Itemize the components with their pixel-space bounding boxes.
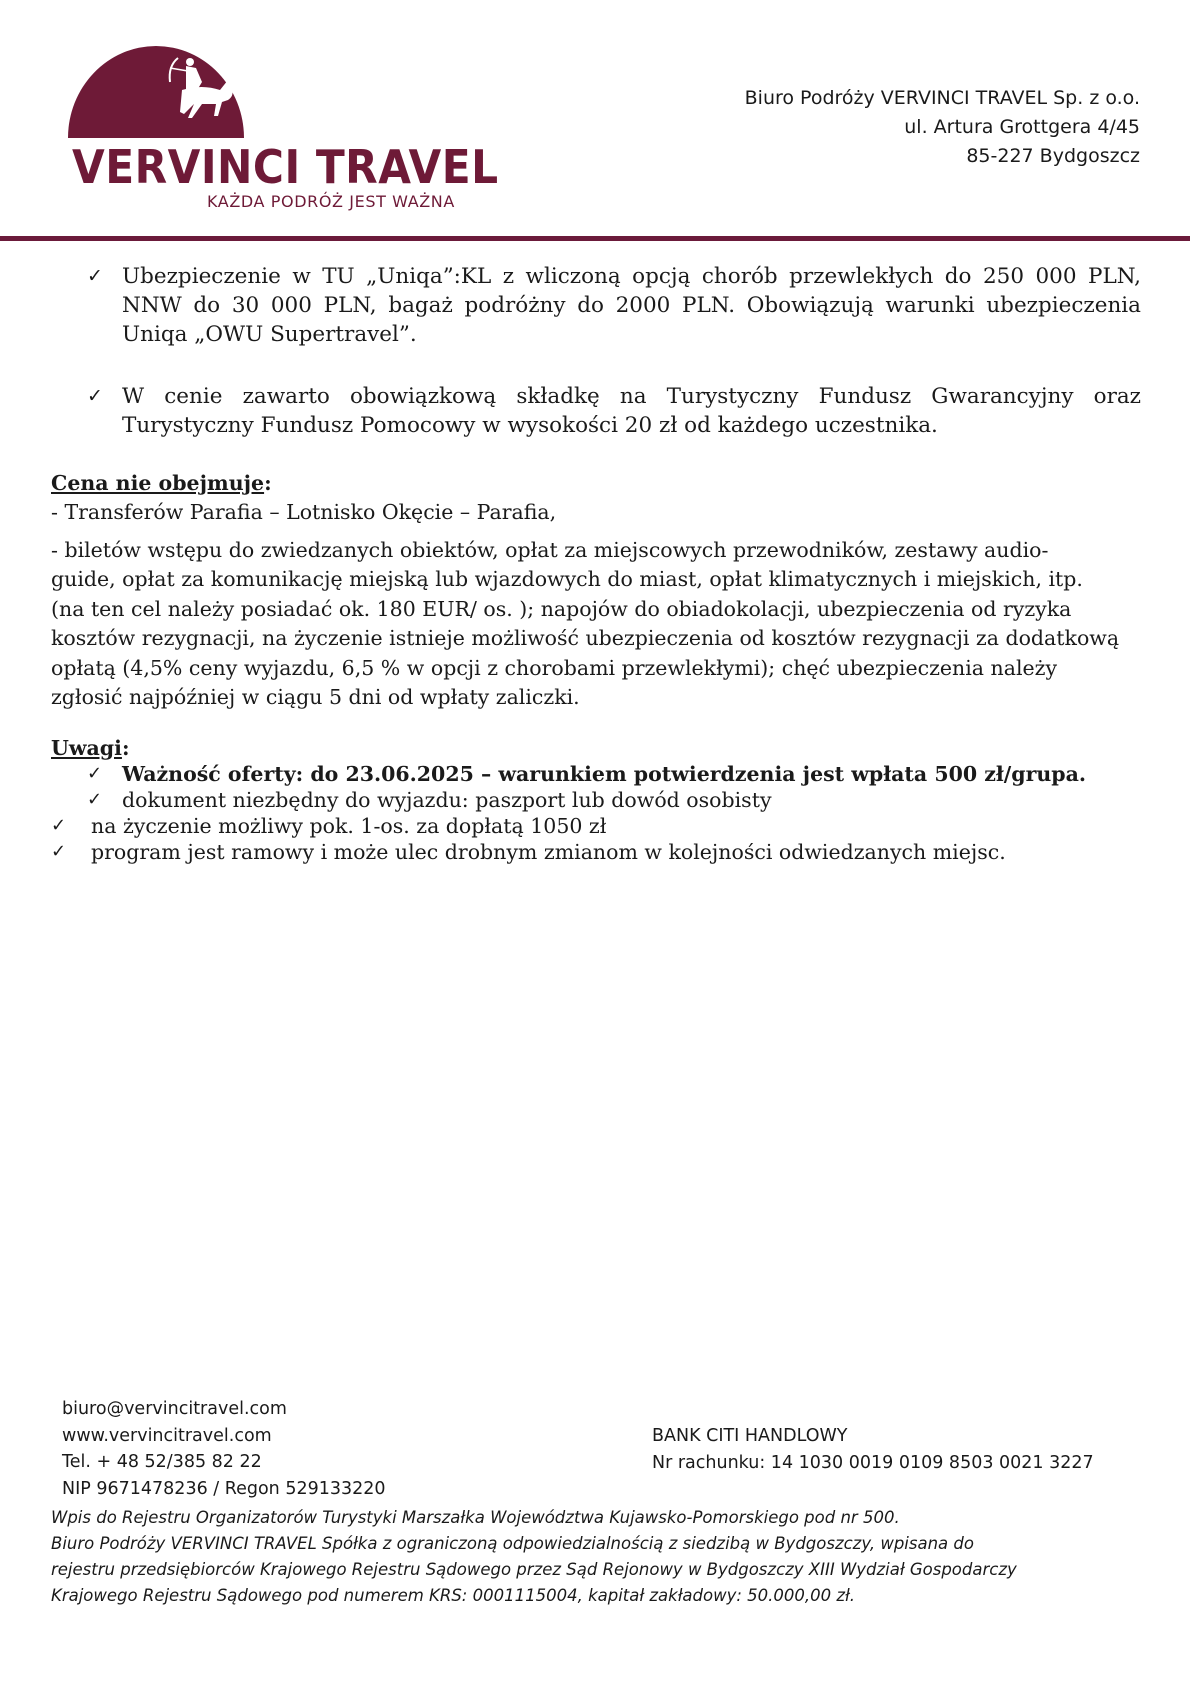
legal-line: Krajowego Rejestru Sądowego pod numerem KRS: 0001115004, kapitał zakładowy: 50.000,00 zł. — [51, 1586, 856, 1605]
included-item-text: Ubezpieczenie w TU „Uniqa”:KL z wliczoną opcją chorób przewlekłych do 250 000 PLN, NNW do 30 000 PLN, bagaż podróżny do 2000 PLN. Obowiązują warunki ubezpieczenia Uniqa „OWU Supertravel”. — [122, 264, 1141, 347]
company-street: ul. Artura Grottgera 4/45 — [904, 116, 1140, 138]
included-item-text: W cenie zawarto obowiązkową składkę na Turystyczny Fundusz Gwarancyjny oraz Turystyczny Fundusz Pomocowy w wysokości 20 zł od każdego uczestnika. — [122, 384, 1141, 438]
included-item — [51, 262, 1141, 349]
logo-wordmark: VERVINCI TRAVEL — [72, 140, 499, 194]
notes-heading: Uwagi: — [51, 735, 130, 760]
company-name: Biuro Podróży VERVINCI TRAVEL Sp. z o.o. — [744, 87, 1140, 109]
checkmark-icon: ✓ — [51, 814, 67, 836]
footer-legal-notice — [51, 1505, 1171, 1609]
note-item — [51, 761, 1141, 787]
checkmark-icon: ✓ — [87, 385, 103, 407]
included-item — [51, 382, 1141, 440]
note-text: Ważność oferty: do 23.06.2025 – warunkiem potwierdzenia jest wpłata 500 zł/grupa. — [122, 761, 1087, 786]
footer-bank — [652, 1423, 1094, 1476]
checkmark-icon: ✓ — [87, 762, 103, 784]
note-text: program jest ramowy i może ulec drobnym zmianom w kolejności odwiedzanych miejsc. — [91, 839, 1006, 864]
excluded-item: - Transferów Parafia – Lotnisko Okęcie – Parafia, — [51, 500, 557, 524]
company-address — [745, 84, 1140, 171]
checkmark-icon: ✓ — [87, 788, 103, 810]
checkmark-icon: ✓ — [87, 265, 103, 287]
excluded-item — [51, 536, 1141, 713]
contact-website[interactable]: www.vervincitravel.com — [62, 1425, 272, 1446]
excluded-line: guide, opłat za komunikację miejską lub wjazdowych do miast, opłat klimatycznych i miejskich, itp. — [51, 567, 1083, 591]
excluded-line: zgłosić najpóźniej w ciągu 5 dni od wpłaty zaliczki. — [51, 685, 580, 709]
excluded-line: opłatą (4,5% ceny wyjazdu, 6,5 % w opcji z chorobami przewlekłymi); chęć ubezpieczenia należy — [51, 655, 1058, 680]
header-divider — [0, 236, 1190, 241]
legal-line: Biuro Podróży VERVINCI TRAVEL Spółka z ograniczoną odpowiedzialnością z siedzibą w Bydgoszczy, wpisana do — [51, 1534, 974, 1553]
excluded-heading: Cena nie obejmuje: — [51, 471, 272, 495]
note-text: dokument niezbędny do wyjazdu: paszport lub dowód osobisty — [122, 787, 772, 812]
notes-heading-text: Uwagi — [51, 735, 122, 760]
excluded-heading-text: Cena nie obejmuje — [51, 471, 265, 495]
note-text: na życzenie możliwy pok. 1-os. za dopłatą 1050 zł — [91, 813, 607, 838]
excluded-line: (na ten cel należy posiadać ok. 180 EUR/ os. ); napojów do obiadokolacji, ubezpieczenia od ryzyka — [51, 596, 1072, 621]
contact-email[interactable]: biuro@vervincitravel.com — [62, 1399, 287, 1419]
note-item — [51, 839, 1141, 865]
centaur-archer-icon — [66, 42, 246, 140]
company-logo — [66, 42, 499, 212]
logo-tagline: KAŻDA PODRÓŻ JEST WAŻNA — [207, 192, 455, 211]
bank-account: Nr rachunku: 14 1030 0019 0109 8503 0021 3227 — [652, 1452, 1094, 1473]
company-city: 85-227 Bydgoszcz — [966, 145, 1140, 167]
legal-line: Wpis do Rejestru Organizatorów Turystyki Marszałka Województwa Kujawsko-Pomorskiego pod nr 500. — [51, 1508, 900, 1527]
footer-contact — [62, 1396, 386, 1502]
excluded-line: kosztów rezygnacji, na życzenie istnieje możliwość ubezpieczenia od kosztów rezygnacji za dodatkową — [51, 626, 1120, 650]
note-item — [51, 787, 1141, 813]
bank-name: BANK CITI HANDLOWY — [652, 1426, 848, 1446]
document-body — [51, 262, 1141, 865]
excluded-line: - biletów wstępu do zwiedzanych obiektów, opłat za miejscowych przewodników, zestawy audio- — [51, 537, 1049, 562]
note-item — [51, 813, 1141, 839]
checkmark-icon: ✓ — [51, 840, 67, 862]
contact-tax-ids: NIP 9671478236 / Regon 529133220 — [62, 1478, 386, 1499]
contact-phone: Tel. + 48 52/385 82 22 — [62, 1452, 262, 1472]
legal-line: rejestru przedsiębiorców Krajowego Rejestru Sądowego przez Sąd Rejonowy w Bydgoszczy XIII Wydział Gospodarczy — [51, 1560, 1017, 1579]
